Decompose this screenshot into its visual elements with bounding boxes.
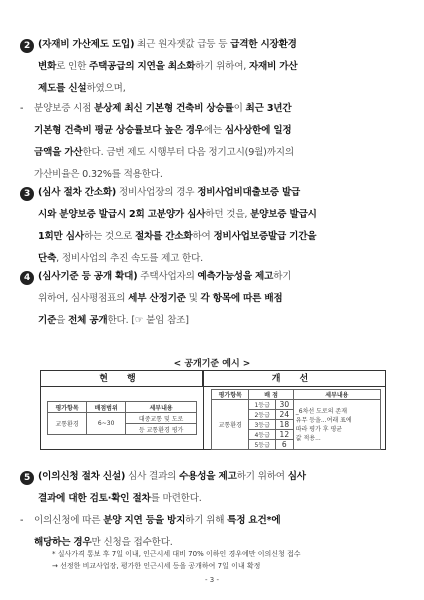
circled-number-2: 2 bbox=[20, 39, 34, 53]
para-objection: 5 (이의신청 절차 신설) 심사 결과의 수용성을 제고하기 위하여 심사 결과에 대한 검토·확인 절차를 마련한다. bbox=[20, 466, 406, 510]
circled-number-3: 3 bbox=[20, 187, 34, 201]
table-caption: < 공개기준 예시 > bbox=[173, 359, 251, 369]
sub-material-cost: - 분양보증 시점 분상제 최신 기본형 건축비 상승률이 최근 3년간 기본형 건축비 평균 상승률보다 높은 경우에는 심사상한에 일정 금액을 가산한다. 금번 제도 시행부터 다음 정기고시(9월)까지의 가산비율은 0.32%를 적용한다. bbox=[20, 103, 294, 180]
circled-number-5: 5 bbox=[20, 471, 34, 485]
para-disclosure: 4 (심사기준 등 공개 확대) 주택사업자의 예측가능성을 제고하기 위하여, 심사평점표의 세부 산정기준 및 각 항목에 따른 배점 기준을 전체 공개한다. [☞ 붙임 참조] bbox=[20, 266, 406, 332]
sub-objection: - 이의신청에 따른 분양 지연 등을 방지하기 위해 특정 요건*에 해당하는 경우만 신청을 접수한다. bbox=[20, 515, 281, 548]
improved-criteria-table: 평가항목 배 점 세부내용 교통환경 1등급 30 _6차선 도로의 존재 유무 등을...여래 표에 따라 평가 후 평균 값 적용... 2등급 24 3등급 18 4등급 12 5등급 6 bbox=[211, 389, 381, 450]
page-number: - 3 - bbox=[205, 576, 219, 584]
para-procedure-simplify: 3 (심사 절차 간소화) 정비사업장의 경우 정비사업비대출보증 발급 시와 분양보증 발급시 2회 고분양가 심사하던 것을, 분양보증 발급시 1회만 심사하는 것으로 절차를 간소화하여 정비사업보증발급 기간을 단축, 정비사업의 추진 속도를 제고 한다. bbox=[20, 182, 406, 270]
detail-cell: _6차선 도로의 존재 유무 등을...여래 표에 따라 평가 후 평균 값 적용... bbox=[293, 400, 380, 450]
para-material-cost: 2 (자재비 가산제도 도입) 최근 원자잿값 급등 등 급격한 시장환경 변화로 인한 주택공급의 지연을 최소화하기 위하여, 자재비 가산 제도를 신설하였으며, bbox=[20, 34, 406, 100]
header-current: 현 행 bbox=[41, 371, 203, 387]
footnote: * 실사가격 통보 후 7일 이내, 인근시세 대비 70% 이하인 경우에만 이의신청 접수 → 선정한 비교사업장, 평가한 인근시세 등을 공개하여 7일 이내 확정 bbox=[52, 550, 301, 570]
comparison-table bbox=[40, 370, 386, 450]
circled-number-4: 4 bbox=[20, 271, 34, 285]
column-divider bbox=[203, 371, 204, 449]
header-improved: 개 선 bbox=[203, 371, 385, 387]
current-criteria-table: 평가항목 배점범위 세부내용 교통환경 6~30 대중교통 및 도로 등 교통환경 평가 bbox=[47, 401, 197, 435]
